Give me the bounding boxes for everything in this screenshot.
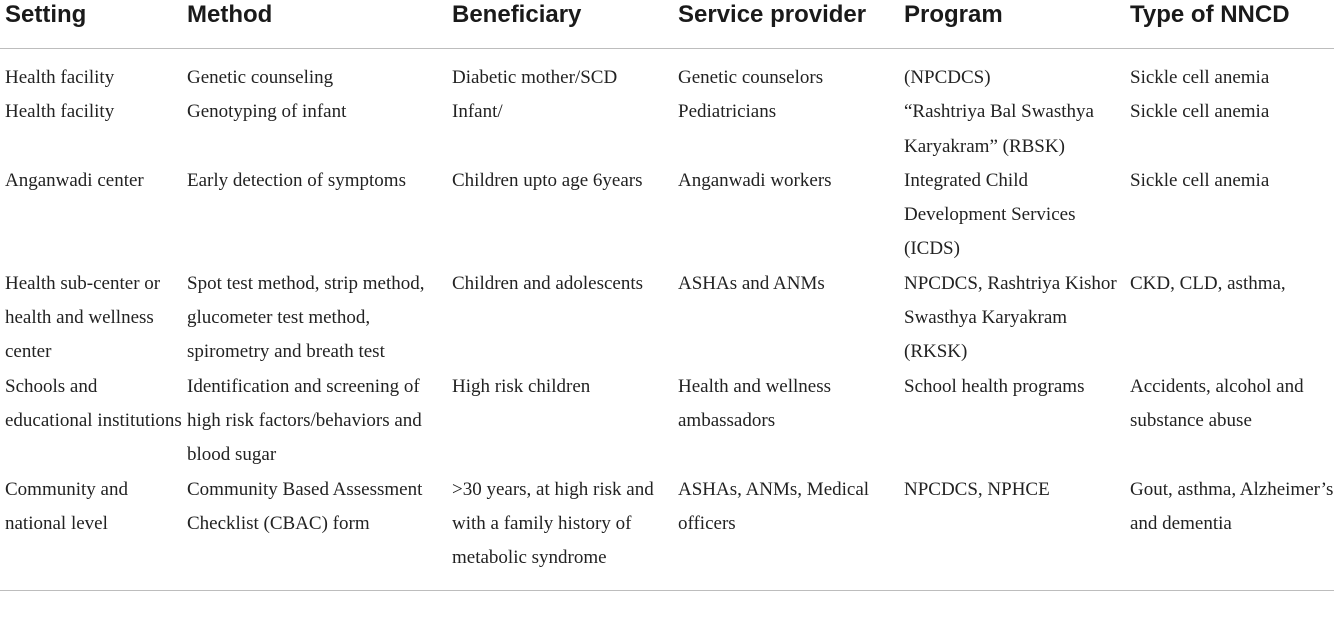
cell-program: “Rashtriya Bal Swasthya Karyakram” (RBSK) — [904, 101, 1094, 157]
cell-type-of-nncd: CKD, CLD, asthma, — [1130, 272, 1286, 294]
header-service-provider: Service provider — [678, 0, 904, 49]
cell-service-provider: ASHAs and ANMs — [678, 272, 825, 294]
table-row — [0, 267, 1334, 370]
cell-setting: Schools and educational institutions — [5, 375, 182, 431]
cell-beneficiary: Diabetic mother/SCD — [452, 67, 618, 88]
header-setting: Setting — [0, 0, 187, 49]
table-row — [0, 95, 1334, 164]
table-body — [0, 49, 1334, 591]
table-row — [0, 49, 1334, 96]
cell-type-of-nncd: Sickle cell anemia — [1130, 169, 1270, 191]
cell-type-of-nncd: Accidents, alcohol and substance abuse — [1130, 375, 1304, 431]
cell-program: NPCDCS, Rashtriya Kishor Swasthya Karyakram (RKSK) — [904, 272, 1117, 363]
cell-service-provider: Anganwadi workers — [678, 169, 832, 191]
header-beneficiary: Beneficiary — [452, 0, 678, 49]
cell-method: Genetic counseling — [187, 67, 334, 88]
cell-method: Early detection of symptoms — [187, 169, 406, 191]
cell-service-provider: ASHAs, ANMs, Medical officers — [678, 473, 904, 591]
cell-type-of-nncd: Gout, asthma, Alzheimer’s and dementia — [1130, 473, 1334, 591]
cell-program: NPCDCS, NPHCE — [904, 473, 1130, 591]
cell-setting: Health facility — [5, 101, 115, 123]
cell-method: Genotyping of infant — [187, 101, 347, 123]
header-program: Program — [904, 0, 1130, 49]
cell-setting: Health facility — [5, 67, 115, 88]
cell-beneficiary: Infant/ — [452, 101, 503, 123]
table-header — [0, 0, 1334, 49]
cell-setting: Health sub-center or health and wellness center — [5, 272, 161, 363]
cell-beneficiary: Children upto age 6years — [452, 169, 643, 191]
header-row — [0, 0, 1334, 49]
cell-program: Integrated Child Development Services (ICDS) — [904, 169, 1076, 260]
table-row — [0, 370, 1334, 473]
cell-setting: Community and national level — [0, 473, 187, 591]
cell-service-provider: Genetic counselors — [678, 67, 824, 88]
table-row — [0, 473, 1334, 591]
cell-method: Identification and screening of high risk factors/behaviors and blood sugar — [187, 375, 422, 466]
header-type-of-nncd: Type of NNCD — [1130, 0, 1334, 49]
cell-service-provider: Pediatricians — [678, 101, 777, 123]
cell-method: Community Based Assessment Checklist (CBAC) form — [187, 473, 452, 591]
cell-type-of-nncd: Sickle cell anemia — [1130, 101, 1270, 123]
cell-type-of-nncd: Sickle cell anemia — [1130, 67, 1270, 88]
cell-beneficiary: Children and adolescents — [452, 272, 644, 294]
cell-program: (NPCDCS) — [904, 67, 991, 88]
header-method: Method — [187, 0, 452, 49]
cell-setting: Anganwadi center — [5, 169, 144, 191]
cell-service-provider: Health and wellness ambassadors — [678, 375, 832, 431]
table-row — [0, 164, 1334, 267]
cell-program: School health programs — [904, 375, 1085, 397]
cell-beneficiary: High risk children — [452, 375, 591, 397]
cell-method: Spot test method, strip method, glucometer test method, spirometry and breath test — [187, 272, 425, 363]
cell-beneficiary: >30 years, at high risk and with a family history of metabolic syndrome — [452, 473, 678, 591]
